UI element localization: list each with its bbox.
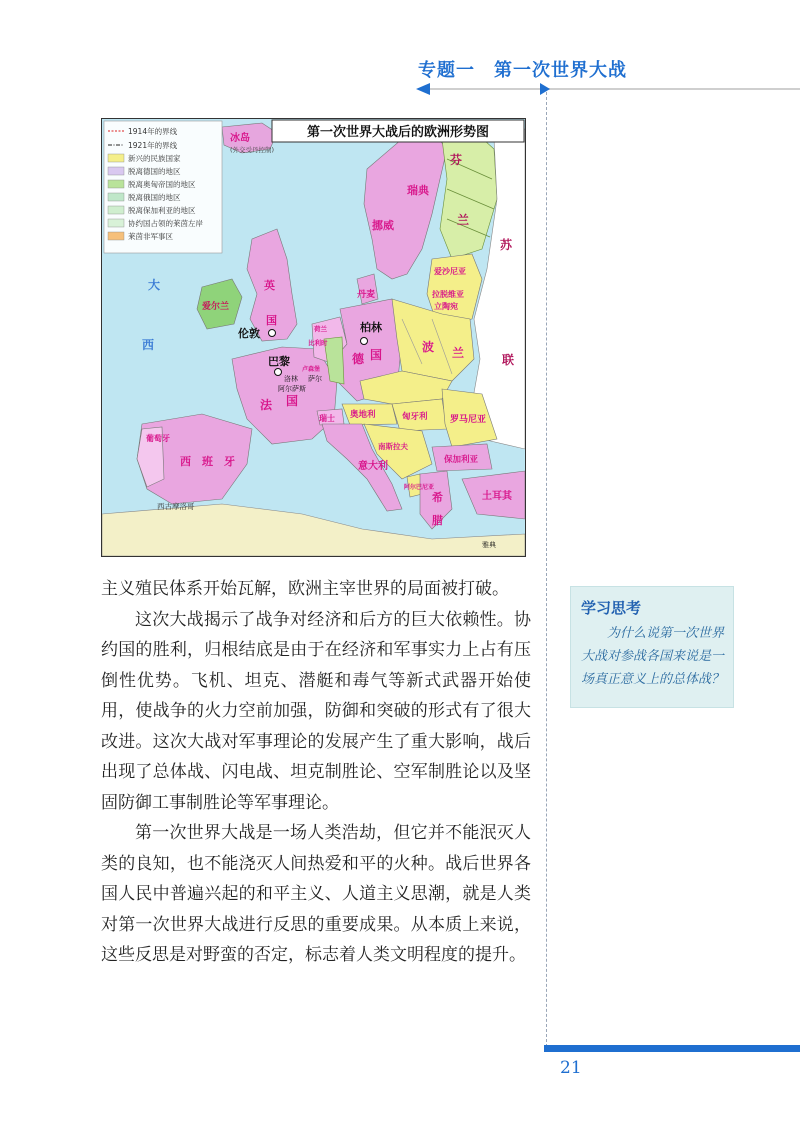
label-luxembourg: 卢森堡 [302,366,321,373]
label-hungary: 匈牙利 [402,412,428,422]
legend-label: 1914年的界线 [128,127,178,136]
legend-label: 新兴的民族国家 [128,154,181,163]
label-alsace: 阿尔萨斯 [278,385,306,393]
label-estonia: 爱沙尼亚 [434,267,466,276]
label-romania: 罗马尼亚 [450,415,487,425]
label-france-1: 法 [260,398,273,412]
legend-swatch [108,193,124,201]
legend-swatch [108,206,124,214]
label-germany-1: 德 [352,352,365,366]
label-latvia: 拉脱维亚 [432,290,464,299]
chapter-header-title: 专题一 第一次世界大战 [418,60,627,81]
label-finland-2: 兰 [457,213,470,227]
label-berlin: 柏林 [360,321,382,334]
paragraph: 主义殖民体系开始瓦解，欧洲主宰世界的局面被打破。 [101,579,509,599]
label-saar: 萨尔 [308,375,322,383]
footer-bar [544,1045,800,1052]
label-ireland: 爱尔兰 [202,302,230,312]
legend-label: 脱离俄国的地区 [128,193,181,202]
berlin-capital-icon [361,338,368,345]
label-poland-1: 波 [422,340,435,354]
label-bulgaria: 保加利亚 [444,455,479,465]
study-question-title: 学习思考 [581,599,642,617]
margin-divider [546,92,547,1052]
label-portugal: 葡萄牙 [146,434,170,443]
europe-map [102,119,525,556]
label-netherlands: 荷兰 [314,325,327,333]
label-austria: 奥地利 [350,410,376,420]
paragraph: 第一次世界大战是一场人类浩劫，但它并不能泯灭人类的良知，也不能浇灭人间热爱和平的火种。战后世界各国人民中普遍兴起的和平主义、人道主义思潮，就是人类对第一次世界大战进行反思的重要成果。从本质上来说，这些反思是对野蛮的否定，标志着人类文明程度的提升。 [101,823,531,965]
label-lithuania: 立陶宛 [434,302,458,311]
legend-swatch [108,154,124,162]
map-title: 第一次世界大战后的欧洲形势图 [306,125,490,140]
legend-label: 莱茵非军事区 [128,232,173,241]
label-albania: 阿尔巴尼亚 [404,484,435,491]
label-greece-2: 腊 [432,514,443,527]
label-london: 伦敦 [238,327,260,340]
study-question-box [570,586,734,708]
label-turkey: 土耳其 [482,491,512,502]
label-england-1: 英 [264,279,275,292]
legend-label: 1921年的界线 [128,141,178,150]
legend-label: 脱离德国的地区 [128,167,181,176]
label-spain: 西 班 牙 [180,455,235,468]
header-arrow-right-icon [540,83,550,95]
label-finland-1: 芬 [450,153,463,167]
label-yugoslavia: 南斯拉夫 [378,442,408,451]
label-soviet-2: 联 [502,353,515,367]
label-iceland: 冰岛 [230,133,250,144]
label-paris: 巴黎 [268,355,290,368]
label-iceland-note: (外交受丹控制) [230,146,275,154]
london-capital-icon [269,330,276,337]
header-arrow-left-icon [416,83,430,95]
label-atlantic-1: 大 [148,278,161,292]
body-text [101,574,531,971]
label-morocco: 西古摩洛哥 [157,502,195,511]
label-athens: 雅典 [482,541,496,549]
label-atlantic-2: 西 [142,338,155,352]
label-soviet-1: 苏 [500,238,513,252]
label-denmark: 丹麦 [357,290,376,300]
label-norway: 挪威 [372,219,394,232]
legend-label: 脱离保加利亚的地区 [128,206,196,215]
label-france-2: 国 [286,394,299,408]
legend-label: 协约国占领的莱茵左岸 [128,219,203,228]
page-number: 21 [560,1058,582,1078]
label-italy: 意大利 [358,461,388,472]
label-switzerland: 瑞士 [319,414,335,423]
paris-capital-icon [275,369,282,376]
legend-swatch [108,232,124,240]
header-rule [430,88,800,90]
label-lorraine: 洛林 [284,375,298,383]
legend-swatch [108,219,124,227]
label-germany-2: 国 [370,348,383,362]
study-question-text: 为什么说第一次世界大战对参战各国来说是一场真正意义上的总体战？ [581,626,725,687]
europe-map-figure [101,118,526,557]
label-poland-2: 兰 [452,346,465,360]
label-belgium: 比利时 [308,339,328,347]
legend-swatch [108,180,124,188]
label-greece-1: 希 [432,491,443,504]
label-sweden: 瑞典 [407,184,429,197]
legend-swatch [108,167,124,175]
legend-label: 脱离奥匈帝国的地区 [128,180,196,189]
label-england-2: 国 [266,314,277,327]
paragraph: 这次大战揭示了战争对经济和后方的巨大依赖性。协约国的胜利，归根结底是由于在经济和军事实力上占有压倒性优势。飞机、坦克、潜艇和毒气等新式武器开始使用，使战争的火力空前加强，防御和突破的形式有了很大改进。这次大战对军事理论的发展产生了重大影响，战后出现了总体战、闪电战、坦克制胜论、空军制胜论以及坚固防御工事制胜论等军事理论。 [101,609,531,813]
